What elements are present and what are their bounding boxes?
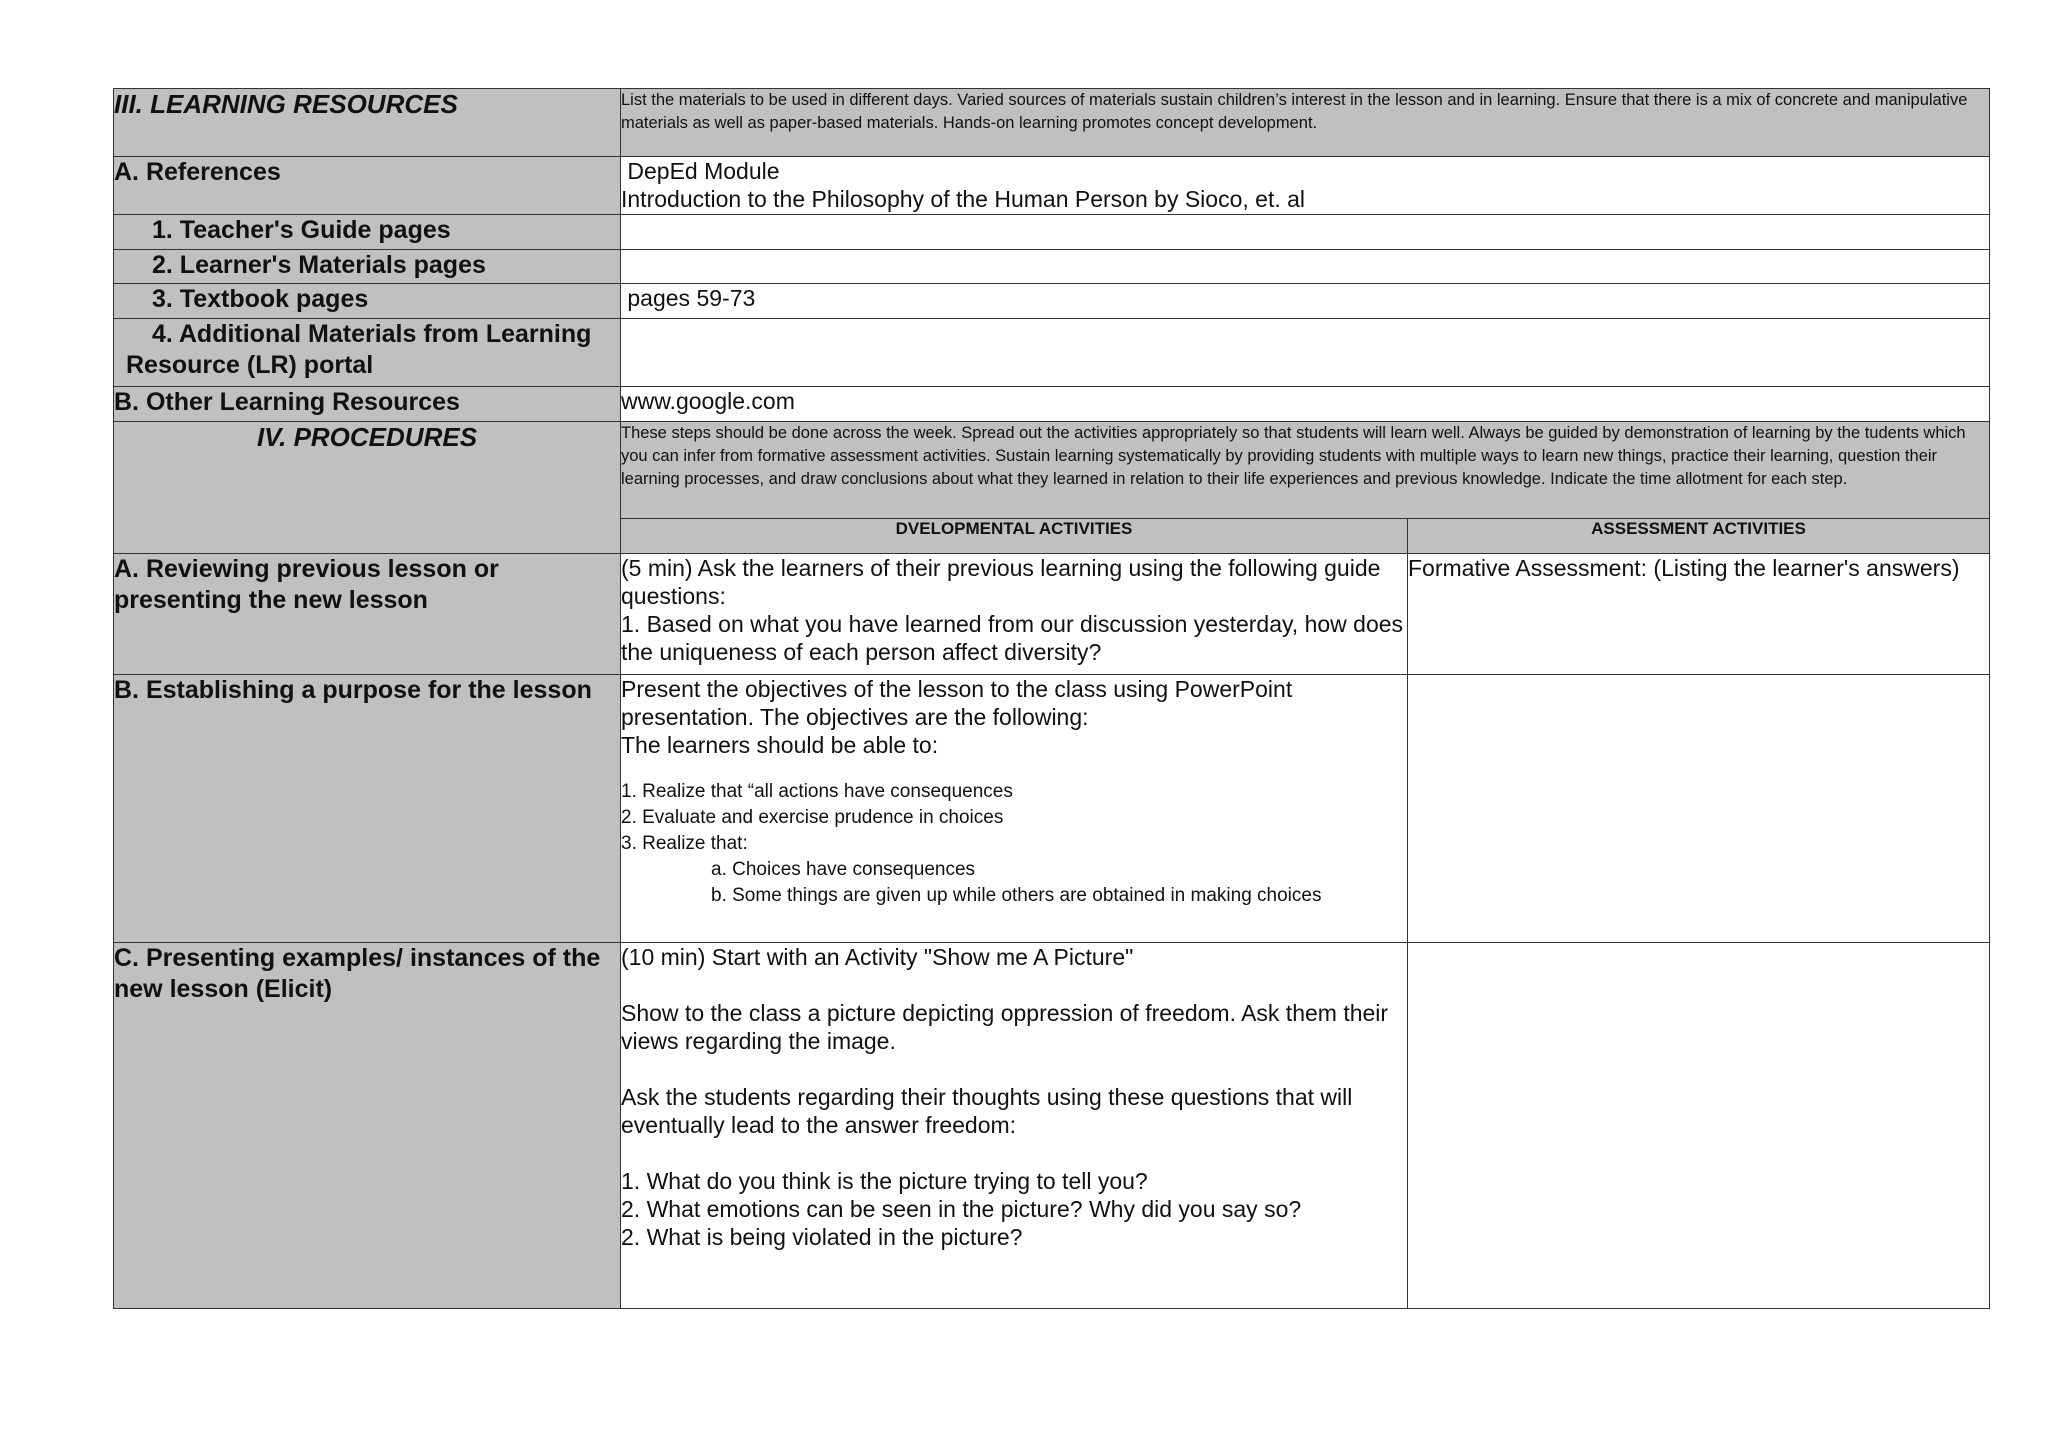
learning-resources-note: List the materials to be used in different days. Varied sources of materials sustain children’s interest in the lesson and in learning. Ensure that there is a mix of concrete and manipulative materials as well as paper-based materials. Hands-on learning promotes concept development. xyxy=(621,89,1990,157)
examples-row xyxy=(114,943,1990,1309)
examples-dev-line-1: (10 min) Start with an Activity "Show me A Picture" xyxy=(621,944,1134,970)
examples-developmental xyxy=(621,943,1408,1309)
references-line-1: DepEd Module xyxy=(621,158,780,184)
spacer xyxy=(621,1055,1407,1083)
objective-3b: b. Some things are given up while others are obtained in making choices xyxy=(711,885,1322,906)
assessment-activities-header: ASSESSMENT ACTIVITIES xyxy=(1408,519,1990,554)
textbook-label: 3. Textbook pages xyxy=(114,284,621,319)
textbook-row xyxy=(114,284,1990,319)
reviewing-label: A. Reviewing previous lesson or presenting the new lesson xyxy=(114,554,621,675)
examples-question-1: 1. What do you think is the picture trying to tell you? xyxy=(621,1168,1148,1194)
procedures-note: These steps should be done across the week. Spread out the activities appropriately so that students will learn well. Always be guided by demonstration of learning by the tudents which you can infer from formative assessment activities. Sustain learning systematically by providing students with multiple ways to learn new things, practice their learning, question their learning processes, and draw conclusions about what they learned in relation to their life experiences and previous knowledge. Indicate the time allotment for each step. xyxy=(621,422,1990,519)
reviewing-assessment: Formative Assessment: (Listing the learner's answers) xyxy=(1408,554,1990,675)
purpose-label: B. Establishing a purpose for the lesson xyxy=(114,675,621,943)
references-line-2: Introduction to the Philosophy of the Human Person by Sioco, et. al xyxy=(621,186,1306,212)
objective-2: 2. Evaluate and exercise prudence in choices xyxy=(621,807,1004,828)
reviewing-developmental xyxy=(621,554,1408,675)
examples-question-2: 2. What emotions can be seen in the picture? Why did you say so? xyxy=(621,1196,1302,1222)
learners-materials-label: 2. Learner's Materials pages xyxy=(114,250,621,284)
teachers-guide-label: 1. Teacher's Guide pages xyxy=(114,215,621,250)
additional-materials-label-text: 4. Additional Materials from Learning Resource (LR) portal xyxy=(126,320,592,379)
objective-3: 3. Realize that: xyxy=(621,833,748,854)
lesson-plan-table xyxy=(113,88,1990,1309)
teachers-guide-row xyxy=(114,215,1990,250)
spacer xyxy=(621,971,1407,999)
procedures-heading: IV. PROCEDURES xyxy=(114,422,621,554)
objective-1: 1. Realize that “all actions have consequences xyxy=(621,781,1013,802)
spacer xyxy=(621,1139,1407,1167)
reviewing-dev-line-1: (5 min) Ask the learners of their previous learning using the following guide questions: xyxy=(621,555,1381,609)
purpose-dev-line-1: Present the objectives of the lesson to the class using PowerPoint presentation. The objectives are the following: xyxy=(621,676,1293,730)
purpose-dev-line-2: The learners should be able to: xyxy=(621,732,939,758)
purpose-row xyxy=(114,675,1990,943)
spacer xyxy=(621,759,1407,779)
objective-3a: a. Choices have consequences xyxy=(711,859,976,880)
teachers-guide-value xyxy=(621,215,1990,250)
other-resources-label: B. Other Learning Resources xyxy=(114,387,621,422)
purpose-assessment xyxy=(1408,675,1990,943)
textbook-value: pages 59-73 xyxy=(621,284,1990,319)
reviewing-row xyxy=(114,554,1990,675)
other-resources-value: www.google.com xyxy=(621,387,1990,422)
purpose-developmental xyxy=(621,675,1408,943)
references-label: A. References xyxy=(114,157,621,215)
learners-materials-value xyxy=(621,250,1990,284)
additional-materials-row xyxy=(114,319,1990,387)
examples-dev-line-3: Ask the students regarding their thoughts using these questions that will eventually lead to the answer freedom: xyxy=(621,1084,1353,1138)
learners-materials-row xyxy=(114,250,1990,284)
additional-materials-label xyxy=(114,319,621,387)
learning-resources-row xyxy=(114,89,1990,157)
examples-dev-line-2: Show to the class a picture depicting oppression of freedom. Ask them their views regarding the image. xyxy=(621,1000,1389,1054)
additional-materials-value xyxy=(621,319,1990,387)
references-row xyxy=(114,157,1990,215)
examples-question-3: 2. What is being violated in the picture? xyxy=(621,1224,1023,1250)
developmental-activities-header: DVELOPMENTAL ACTIVITIES xyxy=(621,519,1408,554)
other-resources-row xyxy=(114,387,1990,422)
procedures-row xyxy=(114,422,1990,519)
examples-label: C. Presenting examples/ instances of the new lesson (Elicit) xyxy=(114,943,621,1309)
reviewing-dev-line-2: 1. Based on what you have learned from our discussion yesterday, how does the uniqueness of each person affect diversity? xyxy=(621,611,1404,665)
examples-assessment xyxy=(1408,943,1990,1309)
learning-resources-heading: III. LEARNING RESOURCES xyxy=(114,89,621,157)
references-value xyxy=(621,157,1990,215)
